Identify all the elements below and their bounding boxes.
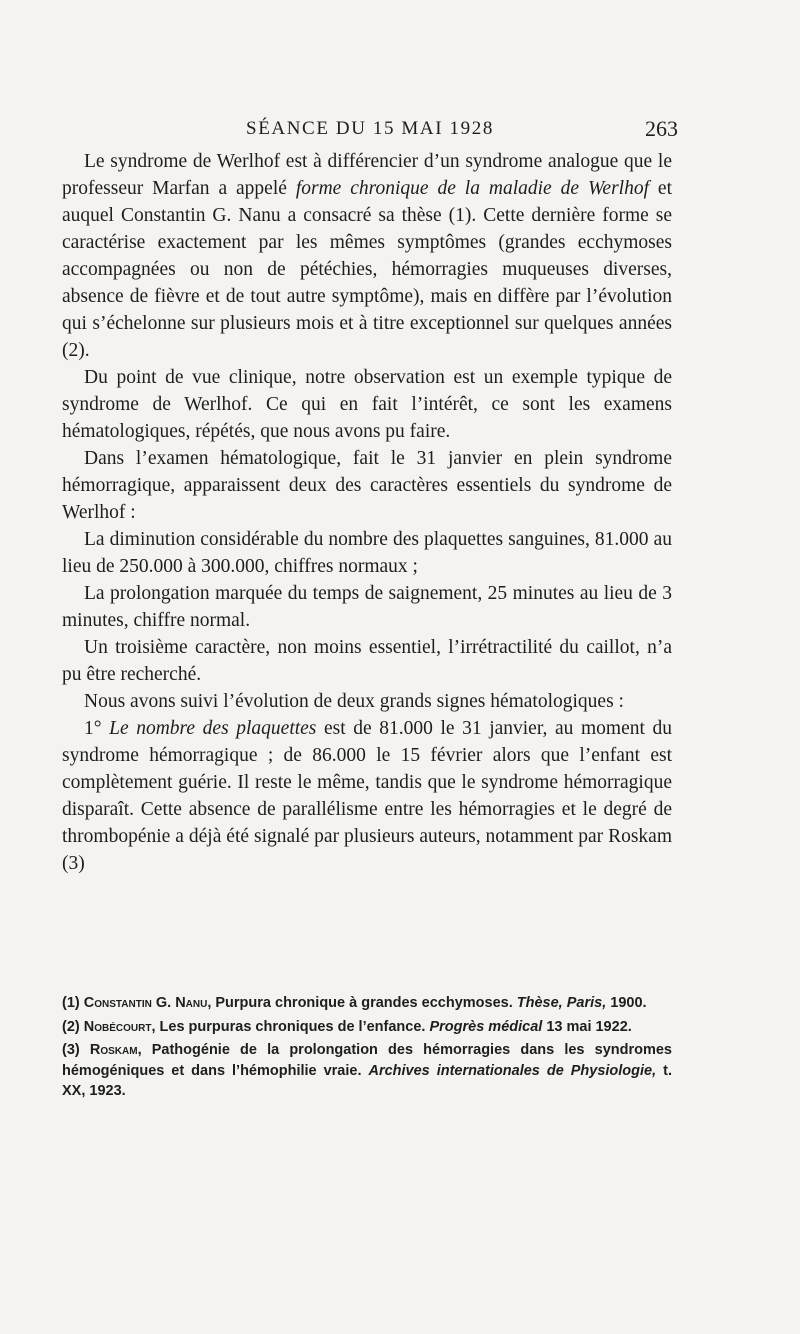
footnote-author: Nobécourt,: [83, 1018, 156, 1035]
footnote: (3) Roskam, Pathogénie de la prolongation des hémorragies dans les syndromes hémogéniques et dans l’hémophilie vraie. Archives internationales de Physiologie, t. XX, 1923.: [62, 1042, 672, 1099]
footnote-author: Roskam,: [89, 1042, 142, 1058]
paragraph: Dans l’examen hématologique, fait le 31 janvier en plein syndrome hémorragique, apparaissent deux des caractères essentiels du syndrome de Werlhof :: [62, 448, 672, 523]
footnote-author: Constantin G. Nanu,: [83, 995, 212, 1011]
page-header: [62, 116, 678, 146]
running-head: SÉANCE DU 15 MAI 1928: [246, 118, 494, 139]
page-number: 263: [645, 116, 678, 141]
paragraph: La diminution considérable du nombre des plaquettes sanguines, 81.000 au lieu de 250.000 à 300.000, chiffres normaux ;: [62, 529, 672, 577]
footnote: (1) Constantin G. Nanu, Purpura chronique à grandes ecchymoses. Thèse, Paris, 1900.: [62, 995, 647, 1011]
paragraph: Un troisième caractère, non moins essentiel, l’irrétractilité du caillot, n’a pu être recherché.: [62, 637, 672, 685]
footnote: (2) Nobécourt, Les purpuras chroniques de l’enfance. Progrès médical 13 mai 1922.: [62, 1018, 632, 1035]
body-text: [62, 148, 672, 877]
paragraph: 1° Le nombre des plaquettes est de 81.000 le 31 janvier, au moment du syndrome hémorragique ; de 86.000 le 15 février alors que l’enfant est complètement guérie. Il reste le même, tandis que le syndrome hémorragique disparaît. Cette absence de parallélisme entre les hémorragies et le degré de thrombopénie a déjà été signalé par plusieurs auteurs, notamment par Roskam (3): [62, 718, 672, 874]
paragraph: Le syndrome de Werlhof est à différencier d’un syndrome analogue que le professeur Marfan a appelé forme chronique de la maladie de Werlhof et auquel Constantin G. Nanu a consacré sa thèse (1). Cette dernière forme se caractérise exactement par les mêmes symptômes (grandes ecchymoses accompagnées ou non de pétéchies, hémorragies muqueuses diverses, absence de fièvre et de tout autre symptôme), mais en diffère par l’évolution qui s’échelonne sur plusieurs mois et à titre exceptionnel sur quelques années (2).: [62, 151, 672, 361]
paragraph: Du point de vue clinique, notre observation est un exemple typique de syndrome de Werlhof. Ce qui en fait l’intérêt, ce sont les examens hématologiques, répétés, que nous avons pu faire.: [62, 367, 672, 442]
paragraph: La prolongation marquée du temps de saignement, 25 minutes au lieu de 3 minutes, chiffre normal.: [62, 583, 672, 631]
footnotes: [62, 993, 672, 1105]
paragraph: Nous avons suivi l’évolution de deux grands signes hématologiques :: [84, 691, 624, 712]
